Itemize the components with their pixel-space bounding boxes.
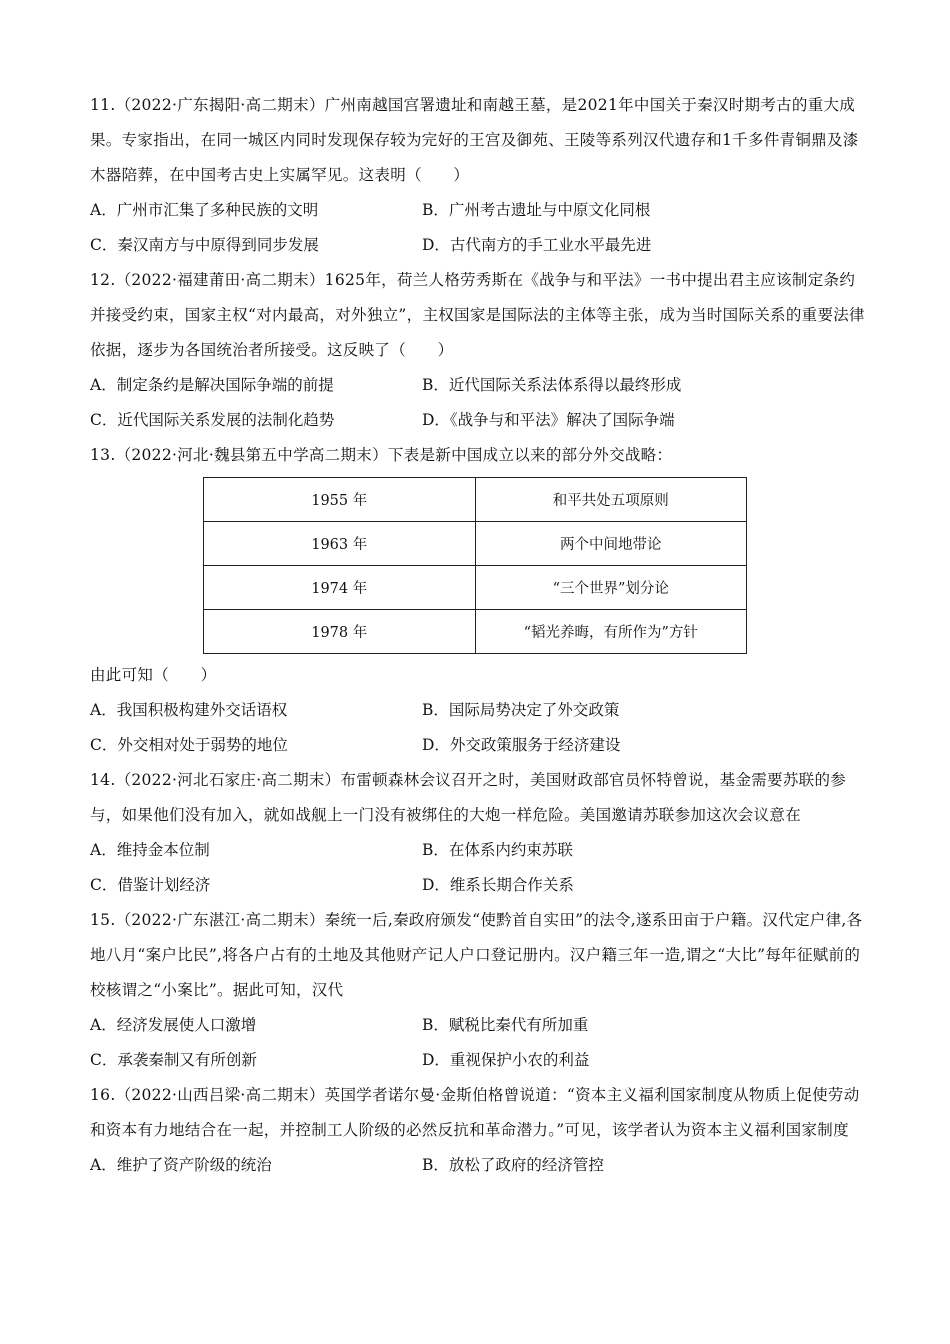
table-cell-year: 1978 年 — [204, 610, 476, 654]
option-b: B．放松了政府的经济管控 — [422, 1156, 604, 1174]
table-cell-strategy: 两个中间地带论 — [475, 522, 747, 566]
question-number: 16. — [90, 1086, 116, 1104]
question-14 — [90, 763, 870, 903]
option-a: A．我国积极构建外交话语权 — [90, 701, 288, 719]
question-number: 11. — [90, 96, 116, 114]
table-cell-strategy: 和平共处五项原则 — [475, 478, 747, 522]
exam-page — [90, 88, 870, 1183]
question-16 — [90, 1078, 870, 1183]
question-stem: 广州南越国宫署遗址和南越王墓，是2021年中国关于秦汉时期考古的重大成果。专家指出，在同一城区内同时发现保存较为完好的王宫及御苑、王陵等系列汉代遗存和1千多件青铜鼎及漆木器陪葬，在中国考古史上实属罕见。这表明（ ） — [90, 96, 859, 184]
question-stem: 英国学者诺尔曼·金斯伯格曾说道：“资本主义福利国家制度从物质上促使劳动和资本有力地结合在一起，并控制工人阶级的必然反抗和革命潜力。”可见，该学者认为资本主义福利国家制度 — [90, 1086, 860, 1139]
question-prompt: 由此可知（ ） — [90, 666, 217, 684]
question-stem: 布雷顿森林会议召开之时，美国财政部官员怀特曾说，基金需要苏联的参与，如果他们没有加入，就如战舰上一门没有被绑住的大炮一样危险。美国邀请苏联参加这次会议意在 — [90, 771, 847, 824]
table-cell-year: 1974 年 — [204, 566, 476, 610]
option-b: B．在体系内约束苏联 — [422, 841, 573, 859]
table-cell-year: 1955 年 — [204, 478, 476, 522]
table-row — [204, 522, 747, 566]
question-number: 15. — [90, 911, 116, 929]
question-source: （2022·福建莆田·高二期末） — [115, 271, 325, 289]
option-a: A．广州市汇集了多种民族的文明 — [90, 201, 319, 219]
table-cell-year: 1963 年 — [204, 522, 476, 566]
question-number: 13. — [90, 446, 116, 464]
question-source: （2022·山西吕梁·高二期末） — [115, 1086, 325, 1104]
option-d: D．维系长期合作关系 — [422, 876, 574, 894]
diplomacy-strategy-table — [203, 477, 747, 654]
question-stem: 秦统一后,秦政府颁发“使黔首自实田”的法令,遂系田亩于户籍。汉代定户律,各地八月“案户比民”,将各户占有的土地及其他财产记人户口登记册内。汉户籍三年一造,谓之“大比”每年征赋前的校核谓之“小案比”。据此可知，汉代 — [90, 911, 863, 999]
option-d: D．古代南方的手工业水平最先进 — [422, 236, 652, 254]
option-b: B．国际局势决定了外交政策 — [422, 701, 620, 719]
option-d: D．重视保护小农的利益 — [422, 1051, 590, 1069]
option-a: A．维护了资产阶级的统治 — [90, 1156, 272, 1174]
option-d: D．《战争与和平法》解决了国际争端 — [422, 411, 675, 429]
question-source: （2022·河北·魏县第五中学高二期末） — [115, 446, 388, 464]
option-c: C．借鉴计划经济 — [90, 876, 211, 894]
question-source: （2022·河北石家庄·高二期末） — [115, 771, 341, 789]
option-b: B．广州考古遗址与中原文化同根 — [422, 201, 651, 219]
table-cell-strategy: “韬光养晦，有所作为”方针 — [475, 610, 747, 654]
table-row — [204, 478, 747, 522]
question-stem: 1625年，荷兰人格劳秀斯在《战争与和平法》一书中提出君主应该制定条约并接受约束，国家主权“对内最高，对外独立”，主权国家是国际法的主体等主张，成为当时国际关系的重要法律依据，逐步为各国统治者所接受。这反映了（ ） — [90, 271, 865, 359]
option-d: D．外交政策服务于经济建设 — [422, 736, 621, 754]
question-stem: 下表是新中国成立以来的部分外交战略： — [387, 446, 673, 464]
question-15 — [90, 903, 870, 1078]
option-a: A．经济发展使人口激增 — [90, 1016, 257, 1034]
option-a: A．维持金本位制 — [90, 841, 210, 859]
option-b: B．近代国际关系法体系得以最终形成 — [422, 376, 682, 394]
question-number: 12. — [90, 271, 116, 289]
table-cell-strategy: “三个世界”划分论 — [475, 566, 747, 610]
table-row — [204, 610, 747, 654]
question-12 — [90, 263, 870, 438]
table-row — [204, 566, 747, 610]
option-a: A．制定条约是解决国际争端的前提 — [90, 376, 334, 394]
question-number: 14. — [90, 771, 116, 789]
question-11 — [90, 88, 870, 263]
question-13 — [90, 438, 870, 763]
option-c: C．近代国际关系发展的法制化趋势 — [90, 411, 335, 429]
option-b: B．赋税比秦代有所加重 — [422, 1016, 589, 1034]
question-source: （2022·广东湛江·高二期末） — [115, 911, 325, 929]
option-c: C．承袭秦制又有所创新 — [90, 1051, 257, 1069]
option-c: C．外交相对处于弱势的地位 — [90, 736, 288, 754]
option-c: C．秦汉南方与中原得到同步发展 — [90, 236, 319, 254]
question-source: （2022·广东揭阳·高二期末） — [115, 96, 325, 114]
